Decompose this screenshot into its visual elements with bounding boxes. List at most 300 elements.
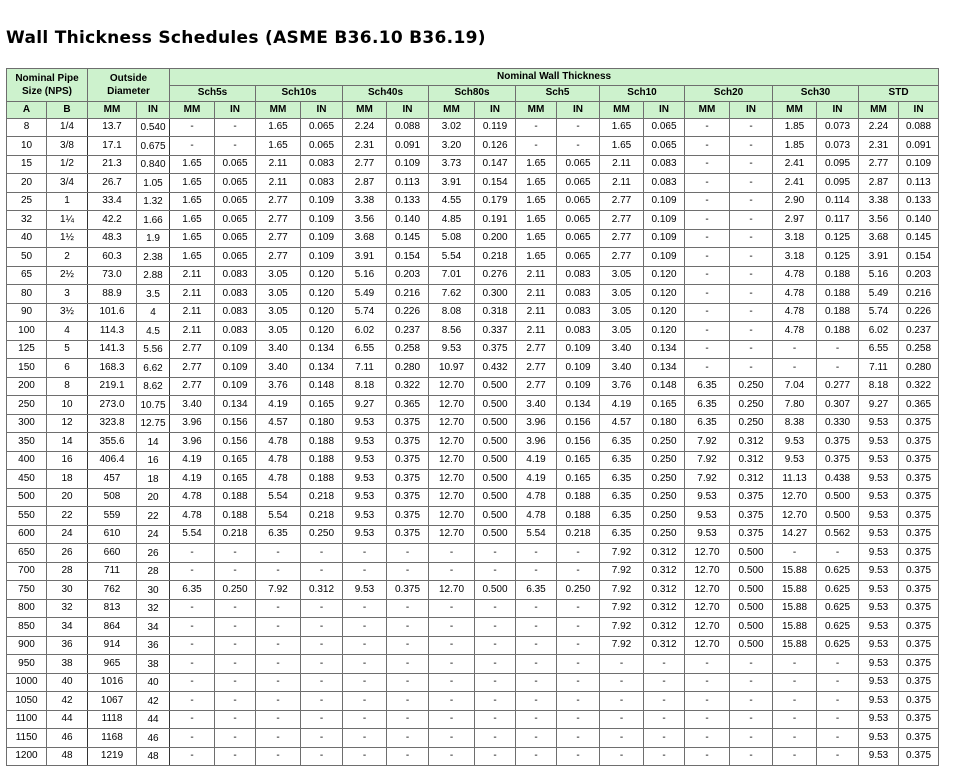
table-cell: 17.1 <box>88 137 137 156</box>
table-cell: 550 <box>7 507 47 526</box>
table-cell: 0.280 <box>387 359 429 378</box>
table-cell: 0.625 <box>817 599 859 618</box>
table-cell: 32 <box>47 599 88 618</box>
table-row <box>7 137 939 156</box>
table-cell: 150 <box>7 359 47 378</box>
table-cell: 16 <box>137 451 170 470</box>
table-cell: - <box>773 747 817 766</box>
table-cell: 1.65 <box>256 118 301 137</box>
table-cell: 0.375 <box>730 525 773 544</box>
table-cell: 1200 <box>7 747 47 766</box>
table-cell: 44 <box>47 710 88 729</box>
table-cell: 0.203 <box>387 266 429 285</box>
table-cell: - <box>170 544 215 563</box>
table-cell: 0.237 <box>899 322 939 341</box>
table-cell: 24 <box>47 525 88 544</box>
table-cell: - <box>429 636 475 655</box>
table-cell: - <box>685 692 730 711</box>
table-cell: 9.53 <box>859 655 899 674</box>
table-cell: - <box>817 673 859 692</box>
table-cell: 2.77 <box>859 155 899 174</box>
table-cell: 1219 <box>88 747 137 766</box>
table-cell: - <box>256 747 301 766</box>
table-cell: - <box>215 636 256 655</box>
table-cell: - <box>557 118 600 137</box>
table-cell: 1½ <box>47 229 88 248</box>
table-cell: 0.120 <box>301 303 343 322</box>
table-cell: 0.312 <box>730 470 773 489</box>
table-cell: 0.120 <box>301 322 343 341</box>
table-cell: 0.125 <box>817 248 859 267</box>
table-cell: 0.375 <box>899 562 939 581</box>
table-cell: 3.76 <box>256 377 301 396</box>
table-cell: 9.53 <box>343 581 387 600</box>
table-cell: - <box>685 155 730 174</box>
table-cell: 0.250 <box>730 414 773 433</box>
table-cell: - <box>557 137 600 156</box>
table-cell: 0.065 <box>215 248 256 267</box>
table-cell: 0.218 <box>301 507 343 526</box>
table-cell: 0.065 <box>644 137 685 156</box>
table-cell: - <box>557 618 600 637</box>
unit-header-row <box>7 102 939 119</box>
unit-header: IN <box>557 102 600 119</box>
table-cell: 25 <box>7 192 47 211</box>
table-cell: 7.92 <box>600 636 644 655</box>
table-cell: 7.92 <box>600 618 644 637</box>
table-cell: - <box>817 340 859 359</box>
table-row <box>7 285 939 304</box>
table-cell: 9.53 <box>685 525 730 544</box>
table-cell: - <box>730 248 773 267</box>
table-cell: 12.70 <box>429 488 475 507</box>
table-cell: - <box>170 673 215 692</box>
schedule-header: Sch20 <box>685 85 773 102</box>
table-row <box>7 414 939 433</box>
table-cell: 0.134 <box>644 340 685 359</box>
table-cell: 0.065 <box>557 211 600 230</box>
table-cell: 0.083 <box>301 174 343 193</box>
table-cell: 14 <box>137 433 170 452</box>
table-cell: 0.375 <box>817 451 859 470</box>
table-cell: 0.540 <box>137 118 170 137</box>
table-cell: 406.4 <box>88 451 137 470</box>
table-cell: - <box>387 618 429 637</box>
table-cell: 0.083 <box>215 285 256 304</box>
table-row <box>7 507 939 526</box>
table-cell: 73.0 <box>88 266 137 285</box>
table-cell: 42 <box>47 692 88 711</box>
table-cell: 0.375 <box>899 525 939 544</box>
table-cell: 0.109 <box>557 359 600 378</box>
table-cell: 9.53 <box>859 488 899 507</box>
table-cell: 600 <box>7 525 47 544</box>
table-cell: - <box>475 692 516 711</box>
table-cell: 0.188 <box>557 507 600 526</box>
table-cell: - <box>773 340 817 359</box>
table-cell: 6.35 <box>600 433 644 452</box>
table-cell: - <box>516 137 557 156</box>
table-cell: 0.322 <box>387 377 429 396</box>
table-cell: 6.55 <box>343 340 387 359</box>
table-cell: 0.312 <box>730 451 773 470</box>
table-cell: 9.53 <box>429 340 475 359</box>
table-cell: - <box>773 692 817 711</box>
table-cell: - <box>301 599 343 618</box>
table-cell: 450 <box>7 470 47 489</box>
table-cell: 0.188 <box>215 507 256 526</box>
table-cell: 0.065 <box>301 118 343 137</box>
table-cell: 0.065 <box>557 248 600 267</box>
table-cell: 9.53 <box>859 581 899 600</box>
table-cell: 2.77 <box>170 359 215 378</box>
table-cell: 1.65 <box>516 192 557 211</box>
table-cell: - <box>170 599 215 618</box>
table-cell: 141.3 <box>88 340 137 359</box>
table-cell: 914 <box>88 636 137 655</box>
table-cell: 6.35 <box>256 525 301 544</box>
table-cell: - <box>817 692 859 711</box>
table-row <box>7 266 939 285</box>
table-cell: 2.11 <box>256 174 301 193</box>
table-cell: 13.7 <box>88 118 137 137</box>
table-cell: 0.188 <box>817 285 859 304</box>
table-row <box>7 710 939 729</box>
table-cell: - <box>730 322 773 341</box>
table-cell: 0.312 <box>301 581 343 600</box>
table-cell: 800 <box>7 599 47 618</box>
table-cell: 0.120 <box>644 285 685 304</box>
nwt-header: Nominal Wall Thickness <box>170 69 939 86</box>
table-cell: 12.70 <box>685 636 730 655</box>
table-cell: 0.250 <box>730 377 773 396</box>
table-cell: 44 <box>137 710 170 729</box>
table-cell: 28 <box>47 562 88 581</box>
table-cell: - <box>343 544 387 563</box>
table-cell: - <box>475 618 516 637</box>
table-cell: 3.40 <box>170 396 215 415</box>
table-cell: 3.68 <box>343 229 387 248</box>
table-cell: 0.375 <box>899 581 939 600</box>
table-cell: - <box>557 692 600 711</box>
table-cell: 0.120 <box>644 266 685 285</box>
table-cell: 4.19 <box>516 451 557 470</box>
table-cell: 4.85 <box>429 211 475 230</box>
table-cell: 34 <box>47 618 88 637</box>
table-cell: 9.53 <box>859 562 899 581</box>
table-cell: 20 <box>7 174 47 193</box>
table-cell: 700 <box>7 562 47 581</box>
table-cell: 15 <box>7 155 47 174</box>
table-cell: 0.156 <box>215 414 256 433</box>
table-cell: - <box>475 747 516 766</box>
table-cell: 38 <box>47 655 88 674</box>
table-cell: 0.065 <box>215 155 256 174</box>
table-cell: 38 <box>137 655 170 674</box>
table-row <box>7 377 939 396</box>
table-cell: 4.57 <box>600 414 644 433</box>
table-cell: 1.66 <box>137 211 170 230</box>
table-cell: 0.500 <box>475 414 516 433</box>
table-cell: 813 <box>88 599 137 618</box>
table-cell: 219.1 <box>88 377 137 396</box>
table-cell: 30 <box>47 581 88 600</box>
table-cell: 0.300 <box>475 285 516 304</box>
table-cell: 12.70 <box>685 599 730 618</box>
table-cell: - <box>730 359 773 378</box>
table-cell: - <box>387 636 429 655</box>
table-cell: 0.109 <box>644 192 685 211</box>
table-cell: 0.109 <box>301 211 343 230</box>
table-cell: 3.96 <box>170 414 215 433</box>
table-cell: - <box>685 192 730 211</box>
table-cell: 0.218 <box>475 248 516 267</box>
table-cell: 3.05 <box>600 303 644 322</box>
table-cell: 0.109 <box>387 155 429 174</box>
table-cell: 5.74 <box>343 303 387 322</box>
table-cell: 15.88 <box>773 581 817 600</box>
table-cell: 1168 <box>88 729 137 748</box>
table-row <box>7 562 939 581</box>
table-cell: 0.226 <box>387 303 429 322</box>
table-cell: 6.62 <box>137 359 170 378</box>
table-cell: 1.65 <box>170 211 215 230</box>
table-cell: 0.133 <box>899 192 939 211</box>
table-cell: - <box>773 544 817 563</box>
table-cell: 40 <box>137 673 170 692</box>
table-cell: 1 <box>47 192 88 211</box>
table-cell: 0.250 <box>644 470 685 489</box>
table-cell: 7.92 <box>685 433 730 452</box>
table-cell: 0.312 <box>730 433 773 452</box>
table-cell: 0.250 <box>644 488 685 507</box>
table-cell: - <box>301 562 343 581</box>
table-cell: - <box>256 599 301 618</box>
table-cell: - <box>600 692 644 711</box>
table-cell: - <box>301 710 343 729</box>
table-cell: 12.70 <box>685 544 730 563</box>
table-cell: 0.109 <box>644 211 685 230</box>
table-cell: 0.109 <box>644 248 685 267</box>
table-cell: 6.55 <box>859 340 899 359</box>
table-cell: 0.154 <box>899 248 939 267</box>
table-cell: - <box>516 747 557 766</box>
table-cell: 2.77 <box>170 377 215 396</box>
table-cell: 0.226 <box>899 303 939 322</box>
table-cell: 0.438 <box>817 470 859 489</box>
table-cell: 0.500 <box>475 451 516 470</box>
table-cell: 457 <box>88 470 137 489</box>
table-cell: 0.065 <box>557 229 600 248</box>
table-cell: - <box>773 655 817 674</box>
table-cell: 508 <box>88 488 137 507</box>
table-cell: 0.065 <box>215 174 256 193</box>
table-cell: 7.92 <box>600 544 644 563</box>
unit-header: B <box>47 102 88 119</box>
table-cell: 14 <box>47 433 88 452</box>
table-cell: 3/8 <box>47 137 88 156</box>
table-cell: 9.27 <box>859 396 899 415</box>
table-cell: - <box>557 710 600 729</box>
table-cell: 34 <box>137 618 170 637</box>
table-cell: 355.6 <box>88 433 137 452</box>
table-cell: 273.0 <box>88 396 137 415</box>
table-cell: 42.2 <box>88 211 137 230</box>
table-cell: 2.77 <box>256 211 301 230</box>
table-cell: 9.53 <box>343 451 387 470</box>
table-cell: 5.16 <box>343 266 387 285</box>
table-cell: 0.500 <box>730 562 773 581</box>
table-cell: 12.70 <box>773 507 817 526</box>
table-cell: 0.375 <box>899 673 939 692</box>
table-cell: 2.11 <box>600 155 644 174</box>
table-cell: - <box>170 729 215 748</box>
table-cell: - <box>343 618 387 637</box>
table-cell: 0.500 <box>475 396 516 415</box>
table-cell: - <box>685 340 730 359</box>
table-cell: 0.375 <box>387 581 429 600</box>
table-cell: - <box>170 636 215 655</box>
table-cell: 9.53 <box>685 507 730 526</box>
table-cell: 0.126 <box>475 137 516 156</box>
table-cell: - <box>557 747 600 766</box>
table-cell: 0.156 <box>557 433 600 452</box>
table-cell: - <box>730 192 773 211</box>
table-cell: 0.250 <box>644 525 685 544</box>
table-cell: 9.53 <box>343 507 387 526</box>
table-cell: 8.62 <box>137 377 170 396</box>
table-cell: 0.095 <box>817 174 859 193</box>
table-cell: - <box>557 673 600 692</box>
table-cell: 2.11 <box>170 322 215 341</box>
schedule-header: Sch10s <box>256 85 343 102</box>
table-cell: 0.500 <box>730 599 773 618</box>
table-cell: 7.92 <box>685 470 730 489</box>
table-cell: 9.53 <box>859 525 899 544</box>
table-cell: 5 <box>47 340 88 359</box>
table-cell: 4.78 <box>516 507 557 526</box>
unit-header: MM <box>516 102 557 119</box>
table-cell: 0.375 <box>730 507 773 526</box>
table-row <box>7 470 939 489</box>
table-cell: 900 <box>7 636 47 655</box>
table-cell: 9.53 <box>685 488 730 507</box>
table-cell: - <box>516 655 557 674</box>
table-cell: 9.53 <box>859 599 899 618</box>
table-cell: - <box>215 747 256 766</box>
table-cell: - <box>730 211 773 230</box>
table-cell: 15.88 <box>773 618 817 637</box>
table-cell: 0.375 <box>387 451 429 470</box>
table-cell: - <box>256 618 301 637</box>
table-cell: 0.500 <box>475 377 516 396</box>
schedule-header: STD <box>859 85 939 102</box>
table-cell: - <box>343 655 387 674</box>
table-cell: 0.500 <box>475 470 516 489</box>
table-row <box>7 618 939 637</box>
table-cell: 0.145 <box>387 229 429 248</box>
table-cell: 0.625 <box>817 636 859 655</box>
table-row <box>7 211 939 230</box>
table-cell: 7.11 <box>859 359 899 378</box>
table-cell: 1¼ <box>47 211 88 230</box>
table-cell: 0.277 <box>817 377 859 396</box>
table-cell: 1.65 <box>600 137 644 156</box>
table-cell: 80 <box>7 285 47 304</box>
table-cell: 0.276 <box>475 266 516 285</box>
table-cell: 0.188 <box>557 488 600 507</box>
table-cell: - <box>685 285 730 304</box>
table-cell: 0.165 <box>557 470 600 489</box>
table-cell: 9.53 <box>343 414 387 433</box>
table-cell: 5.54 <box>256 488 301 507</box>
table-cell: 0.500 <box>730 544 773 563</box>
table-cell: 4.19 <box>170 470 215 489</box>
table-cell: 0.165 <box>301 396 343 415</box>
table-cell: 0.119 <box>475 118 516 137</box>
table-cell: - <box>215 710 256 729</box>
table-cell: - <box>516 599 557 618</box>
table-cell: 0.113 <box>387 174 429 193</box>
table-cell: - <box>557 729 600 748</box>
table-cell: - <box>256 729 301 748</box>
table-cell: 0.500 <box>475 581 516 600</box>
table-cell: 2.77 <box>170 340 215 359</box>
table-cell: - <box>429 562 475 581</box>
table-cell: - <box>170 692 215 711</box>
unit-header: IN <box>730 102 773 119</box>
table-cell: - <box>600 710 644 729</box>
table-cell: - <box>215 618 256 637</box>
table-cell: 4.19 <box>516 470 557 489</box>
table-cell: 1.65 <box>170 155 215 174</box>
unit-header: IN <box>899 102 939 119</box>
table-cell: 9.53 <box>859 414 899 433</box>
table-cell: 12.70 <box>685 618 730 637</box>
table-cell: - <box>256 692 301 711</box>
table-cell: 0.148 <box>644 377 685 396</box>
table-cell: 3.05 <box>600 266 644 285</box>
table-cell: 3.05 <box>256 322 301 341</box>
unit-header: MM <box>773 102 817 119</box>
table-cell: 4.78 <box>773 285 817 304</box>
table-cell: 30 <box>137 581 170 600</box>
table-cell: 3.56 <box>343 211 387 230</box>
table-cell: 0.840 <box>137 155 170 174</box>
table-cell: - <box>685 729 730 748</box>
schedule-header: Sch40s <box>343 85 429 102</box>
table-cell: 1.65 <box>600 118 644 137</box>
table-cell: 88.9 <box>88 285 137 304</box>
table-cell: - <box>773 729 817 748</box>
table-cell: - <box>730 137 773 156</box>
table-cell: 0.375 <box>899 488 939 507</box>
table-cell: 12.70 <box>429 470 475 489</box>
table-cell: 7.62 <box>429 285 475 304</box>
table-cell: 2.90 <box>773 192 817 211</box>
table-cell: 0.148 <box>301 377 343 396</box>
table-cell: 46 <box>47 729 88 748</box>
table-cell: 0.237 <box>387 322 429 341</box>
table-cell: 0.307 <box>817 396 859 415</box>
table-body <box>7 118 939 766</box>
table-cell: 3.40 <box>516 396 557 415</box>
wall-thickness-table <box>6 68 939 766</box>
table-cell: 3.76 <box>600 377 644 396</box>
table-cell: 0.088 <box>899 118 939 137</box>
table-cell: 48.3 <box>88 229 137 248</box>
table-cell: - <box>817 729 859 748</box>
